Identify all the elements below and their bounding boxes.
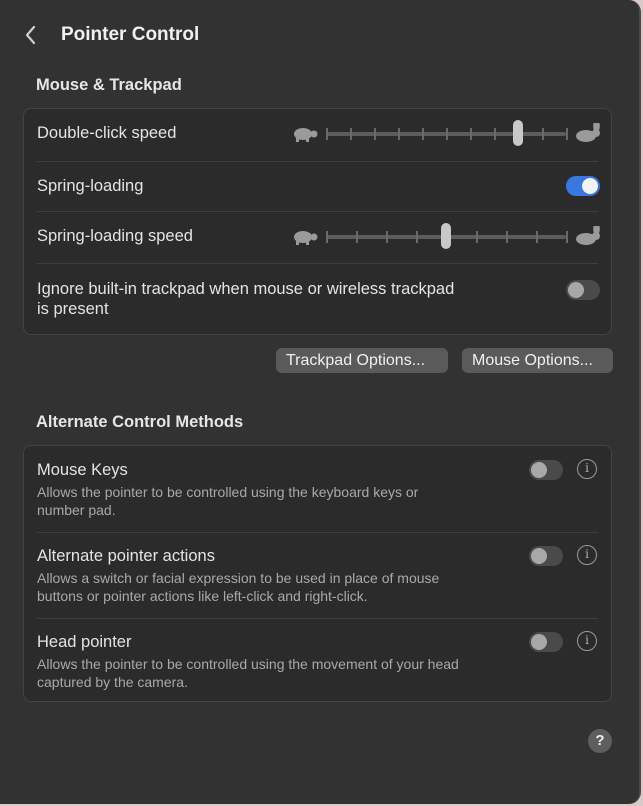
section-title-alternate-methods: Alternate Control Methods [36, 413, 244, 431]
alternate-pointer-actions-row [37, 532, 598, 619]
slider-thumb[interactable] [441, 223, 451, 249]
head-pointer-row [37, 618, 598, 702]
head-pointer-label: Head pointer [37, 633, 132, 651]
ignore-trackpad-label-line1: Ignore built-in trackpad when mouse or wireless trackpad [37, 280, 455, 298]
spring-loading-speed-row [37, 211, 598, 264]
rabbit-icon [573, 123, 601, 143]
slider-tick [542, 128, 544, 140]
page-title: Pointer Control [61, 24, 200, 45]
spring-loading-speed-label: Spring-loading speed [37, 227, 193, 245]
slider-tick [326, 231, 328, 243]
alternate-pointer-actions-label: Alternate pointer actions [37, 547, 215, 565]
toggle-knob [582, 178, 598, 194]
mouse-options-button[interactable]: Mouse Options... [462, 348, 613, 373]
toggle-knob [568, 282, 584, 298]
double-click-speed-row [37, 109, 598, 162]
mouse-keys-row [37, 446, 598, 533]
spring-loading-toggle[interactable] [566, 176, 600, 196]
slider-tick [356, 231, 358, 243]
slider-tick [326, 128, 328, 140]
mouse-keys-desc-line1: Allows the pointer to be controlled using the keyboard keys or [37, 484, 419, 500]
spring-loading-row [37, 161, 598, 212]
mouse-keys-desc-line2: number pad. [37, 502, 116, 518]
chevron-left-icon [25, 25, 37, 45]
alternate-methods-group [23, 445, 612, 702]
trackpad-options-button[interactable]: Trackpad Options... [276, 348, 448, 373]
slider-tick [350, 128, 352, 140]
ignore-trackpad-row [37, 263, 598, 335]
alternate-pointer-actions-desc-line2: buttons or pointer actions like left-click and right-click. [37, 588, 368, 604]
spring-loading-speed-slider[interactable] [291, 225, 601, 249]
double-click-speed-label: Double-click speed [37, 124, 177, 142]
toggle-knob [531, 634, 547, 650]
slider-tick [398, 128, 400, 140]
spring-loading-label: Spring-loading [37, 177, 144, 195]
mouse-keys-label: Mouse Keys [37, 461, 128, 479]
slider-thumb[interactable] [513, 120, 523, 146]
toggle-knob [531, 548, 547, 564]
mouse-keys-info-icon[interactable]: i [577, 459, 597, 479]
slider-tick [470, 128, 472, 140]
back-button[interactable] [18, 22, 44, 48]
double-click-speed-slider[interactable] [291, 122, 601, 146]
alternate-pointer-actions-desc-line1: Allows a switch or facial expression to be used in place of mouse [37, 570, 440, 586]
rabbit-icon [573, 226, 601, 246]
slider-tick [566, 128, 568, 140]
head-pointer-info-icon[interactable]: i [577, 631, 597, 651]
head-pointer-toggle[interactable] [529, 632, 563, 652]
head-pointer-desc-line1: Allows the pointer to be controlled using the movement of your head [37, 656, 459, 672]
alternate-pointer-actions-info-icon[interactable]: i [577, 545, 597, 565]
head-pointer-desc-line2: captured by the camera. [37, 674, 188, 690]
alternate-pointer-actions-toggle[interactable] [529, 546, 563, 566]
turtle-icon [291, 125, 319, 143]
slider-tick [494, 128, 496, 140]
slider-tick [446, 128, 448, 140]
slider-tick [386, 231, 388, 243]
mouse-trackpad-group [23, 108, 612, 335]
ignore-trackpad-label-line2: is present [37, 300, 109, 318]
help-button[interactable]: ? [588, 729, 612, 753]
section-title-mouse-trackpad: Mouse & Trackpad [36, 76, 182, 94]
slider-tick [476, 231, 478, 243]
mouse-keys-toggle[interactable] [529, 460, 563, 480]
ignore-trackpad-toggle[interactable] [566, 280, 600, 300]
slider-tick [422, 128, 424, 140]
slider-tick [416, 231, 418, 243]
turtle-icon [291, 228, 319, 246]
slider-tick [374, 128, 376, 140]
slider-tick [536, 231, 538, 243]
slider-tick [566, 231, 568, 243]
toggle-knob [531, 462, 547, 478]
slider-tick [506, 231, 508, 243]
